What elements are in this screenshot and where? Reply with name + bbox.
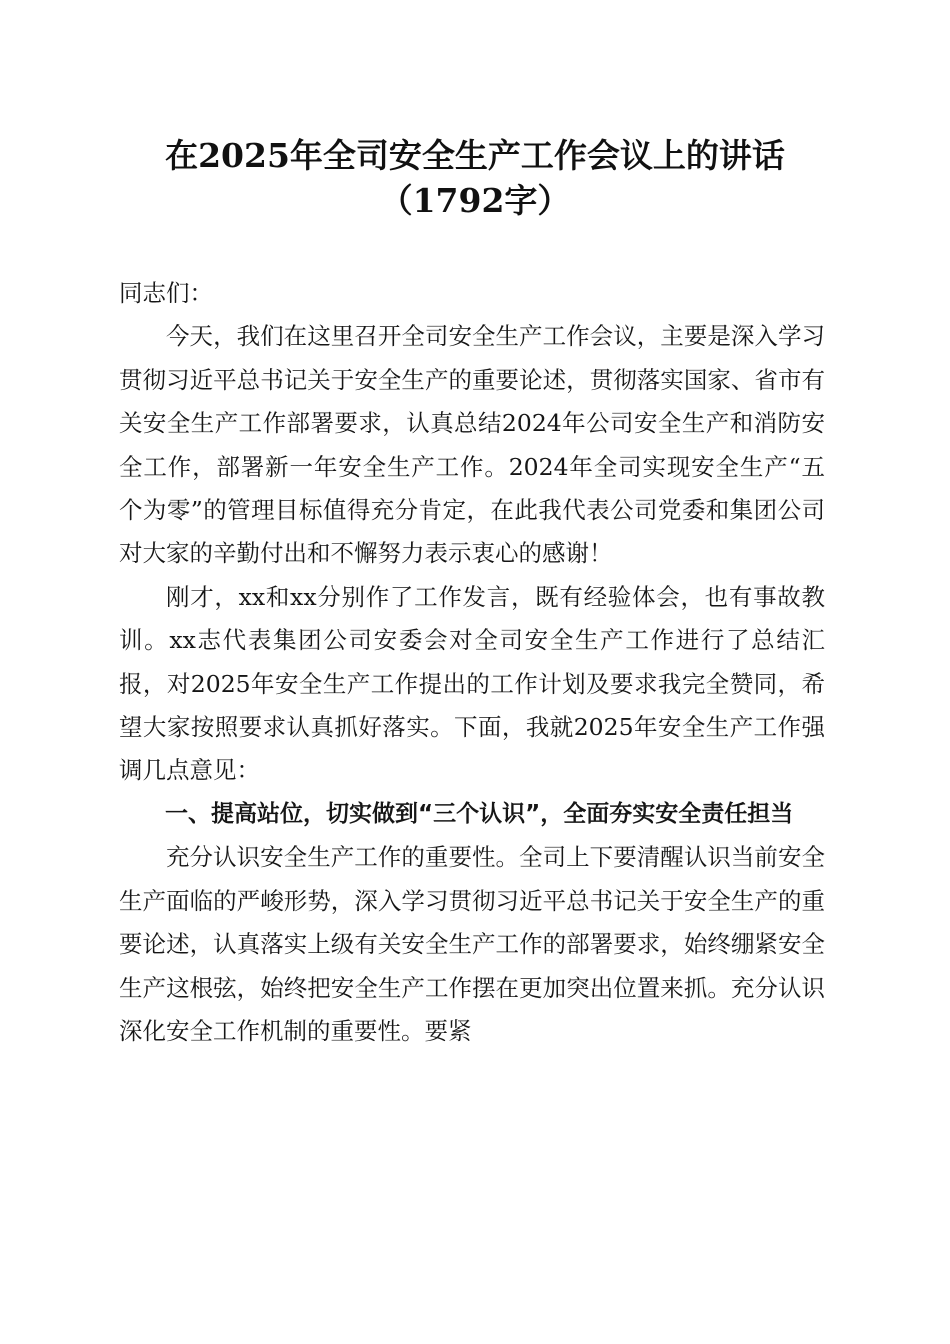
title-line-2: （1792字） [379, 181, 571, 220]
paragraph-opening: 今天，我们在这里召开全司安全生产工作会议，主要是深入学习贯彻习近平总书记关于安全生产的重要论述，贯彻落实国家、省市有关安全生产工作部署要求，认真总结2024年公司安全生产和消防安全工作，部署新一年安全生产工作。2024年全司实现安全生产“五个为零”的管理目标值得充分肯定，在此我代表公司党委和集团公司对大家的辛勤付出和不懈努力表示衷心的感谢！ [119, 322, 825, 568]
paragraph-section-1: 充分认识安全生产工作的重要性。全司上下要清醒认识当前安全生产面临的严峻形势，深入学习贯彻习近平总书记关于安全生产的重要论述，认真落实上级有关安全生产工作的部署要求，始终绷紧安全生产这根弦，始终把安全生产工作摆在更加突出位置来抓。充分认识深化安全工作机制的重要性。要紧 [119, 843, 825, 1045]
document-body [119, 272, 825, 1053]
title-line-1: 在2025年全司安全生产工作会议上的讲话 [165, 136, 785, 175]
section-heading-1: 一、提高站位，切实做到“三个认识”，全面夯实安全责任担当 [165, 800, 794, 827]
paragraph-remarks: 刚才，xx和xx分别作了工作发言，既有经验体会，也有事故教训。xx志代表集团公司安委会对全司安全生产工作进行了总结汇报，对2025年安全生产工作提出的工作计划及要求我完全赞同，希望大家按照要求认真抓好落实。下面，我就2025年安全生产工作强调几点意见： [119, 582, 825, 785]
salutation: 同志们： [119, 279, 213, 307]
document-title [100, 133, 850, 223]
